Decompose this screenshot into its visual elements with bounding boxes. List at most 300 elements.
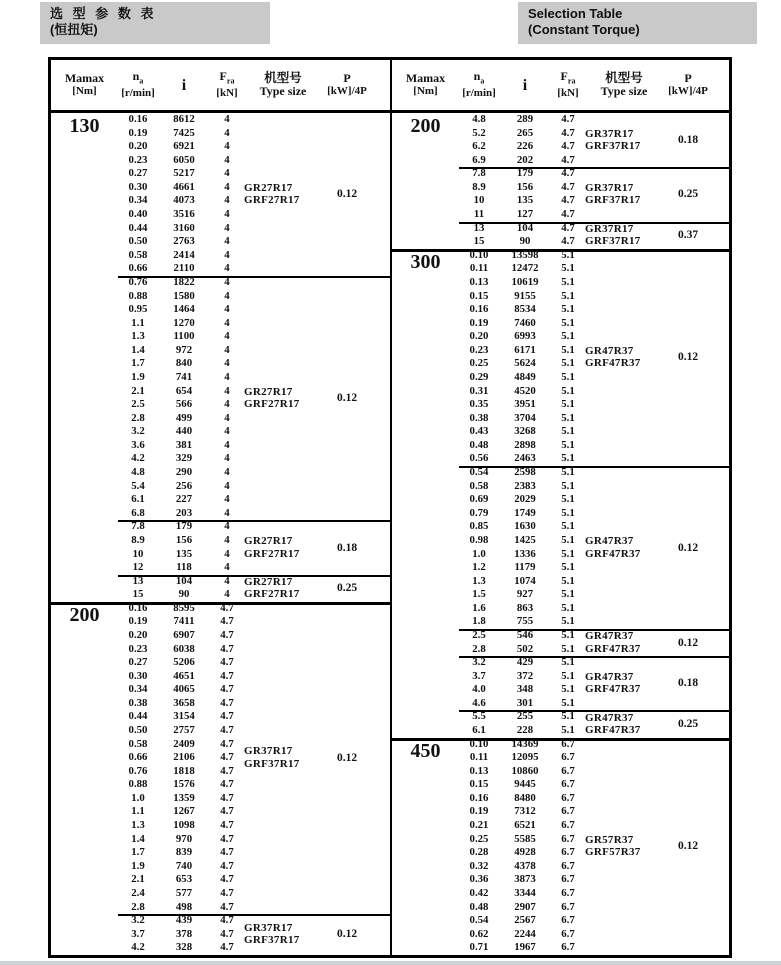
header-na-unit: [r/min] xyxy=(121,87,155,100)
fra-cell: 5.1 xyxy=(561,547,575,560)
page-title-cn: 选 型 参 数 表 xyxy=(50,6,157,21)
i-cell: 2029 xyxy=(514,493,536,506)
header-type-size-cn: 机型号 xyxy=(605,71,643,85)
na-cell: 0.62 xyxy=(469,927,489,940)
i-cell: 4065 xyxy=(173,683,195,696)
ratio-group xyxy=(459,249,729,466)
type-size-line: GRF27R17 xyxy=(244,588,300,601)
na-cell: 6.1 xyxy=(472,724,486,737)
i-cell: 7411 xyxy=(173,615,195,628)
type-size-line: GR47R37 xyxy=(585,535,634,547)
header-power xyxy=(663,72,713,98)
na-cell: 2.4 xyxy=(131,886,145,899)
na-cell: 0.69 xyxy=(469,493,489,506)
fra-cell: 4.7 xyxy=(561,235,575,248)
page-subtitle-en: (Constant Torque) xyxy=(528,22,640,37)
header-na-label: n xyxy=(132,68,140,83)
i-cell: 1580 xyxy=(173,289,195,302)
na-cell: 0.44 xyxy=(128,221,148,234)
fra-cell: 4.7 xyxy=(220,791,234,804)
i-cell: 3951 xyxy=(514,398,536,411)
fra-cell: 6.7 xyxy=(561,791,575,804)
na-cell: 1.3 xyxy=(131,330,145,343)
i-cell: 1425 xyxy=(514,533,536,546)
na-cell: 5.5 xyxy=(472,710,486,723)
i-cell: 179 xyxy=(175,520,193,533)
power-cell: 0.12 xyxy=(336,188,358,201)
i-cell: 498 xyxy=(175,900,193,913)
i-cell: 156 xyxy=(175,533,193,546)
na-cell: 0.56 xyxy=(469,452,489,465)
i-cell: 135 xyxy=(175,547,193,560)
fra-cell: 5.1 xyxy=(561,533,575,546)
table-body-left xyxy=(51,113,390,955)
type-size-cell xyxy=(585,710,663,737)
na-cell: 2.5 xyxy=(472,628,486,641)
fra-cell: 4.7 xyxy=(220,737,234,750)
type-size-line: GRF37R17 xyxy=(585,194,641,207)
type-size-cell xyxy=(585,249,663,466)
fra-cell: 4 xyxy=(224,126,230,139)
fra-cell: 5.1 xyxy=(561,438,575,451)
na-cell: 2.8 xyxy=(131,411,145,424)
fra-cell: 4 xyxy=(224,438,230,451)
i-cell: 1464 xyxy=(173,303,195,316)
na-cell: 0.42 xyxy=(469,886,489,899)
i-cell: 6038 xyxy=(173,642,195,655)
header-type-size xyxy=(585,72,663,98)
i-cell: 1098 xyxy=(173,819,195,832)
header-mamax xyxy=(51,72,118,98)
fra-cell: 4 xyxy=(224,221,230,234)
fra-cell: 4 xyxy=(224,248,230,261)
ratio-group xyxy=(459,113,729,167)
i-cell: 4849 xyxy=(514,370,536,383)
type-size-cell xyxy=(585,629,663,656)
type-size-line: GRF37R17 xyxy=(585,235,641,248)
fra-cell: 5.1 xyxy=(561,316,575,329)
i-cell: 6907 xyxy=(173,628,195,641)
fra-cell: 5.1 xyxy=(561,683,575,696)
na-cell: 0.20 xyxy=(128,140,148,153)
i-cell: 227 xyxy=(175,493,193,506)
i-cell: 255 xyxy=(516,710,534,723)
i-cell: 1336 xyxy=(514,547,536,560)
ratio-group xyxy=(459,222,729,249)
type-size-cell xyxy=(585,113,663,167)
power-cell: 0.12 xyxy=(336,928,358,941)
na-cell: 0.38 xyxy=(469,411,489,424)
header-power-label: P xyxy=(343,71,351,85)
na-cell: 6.8 xyxy=(131,506,145,519)
na-cell: 4.6 xyxy=(472,696,486,709)
fra-cell: 4.7 xyxy=(561,113,575,125)
type-size-line: GR37R17 xyxy=(585,222,634,235)
header-fra-label: F xyxy=(219,68,227,83)
na-cell: 1.0 xyxy=(131,791,145,804)
i-cell: 1179 xyxy=(514,561,536,574)
na-cell: 0.50 xyxy=(128,724,148,737)
na-cell: 8.9 xyxy=(131,533,145,546)
i-cell: 2898 xyxy=(514,438,536,451)
header-fra-subscript: ra xyxy=(226,76,235,86)
na-cell: 10 xyxy=(132,547,144,560)
na-cell: 0.27 xyxy=(128,656,148,669)
header-power-unit: [kW]/4P xyxy=(327,85,367,97)
na-cell: 0.50 xyxy=(128,235,148,248)
header-fra xyxy=(210,70,244,100)
fra-cell: 4.7 xyxy=(220,886,234,899)
na-cell: 1.3 xyxy=(131,819,145,832)
na-cell: 0.71 xyxy=(469,941,489,954)
i-cell: 12472 xyxy=(511,262,539,275)
i-cell: 2383 xyxy=(514,479,536,492)
fra-cell: 5.1 xyxy=(561,520,575,533)
type-size-line: GR47R37 xyxy=(585,344,634,357)
i-cell: 3154 xyxy=(173,710,195,723)
fra-cell: 4 xyxy=(224,357,230,370)
fra-cell: 4.7 xyxy=(220,656,234,669)
i-cell: 328 xyxy=(175,941,193,954)
type-size-line: GRF27R17 xyxy=(244,398,300,411)
type-size-line: GRF47R37 xyxy=(585,642,641,655)
na-cell: 0.11 xyxy=(469,262,489,275)
fra-cell: 4.7 xyxy=(220,764,234,777)
i-cell: 4520 xyxy=(514,384,536,397)
fra-cell: 4 xyxy=(224,316,230,329)
fra-cell: 4.7 xyxy=(220,914,234,927)
na-cell: 12 xyxy=(132,561,144,574)
fra-cell: 5.1 xyxy=(561,493,575,506)
type-size-cell xyxy=(244,520,322,574)
fra-cell: 4 xyxy=(224,167,230,180)
ratio-groups xyxy=(459,249,729,738)
fra-cell: 6.7 xyxy=(561,805,575,818)
fra-cell: 5.1 xyxy=(561,425,575,438)
na-cell: 0.13 xyxy=(469,764,489,777)
na-cell: 4.2 xyxy=(131,452,145,465)
na-cell: 1.9 xyxy=(131,370,145,383)
i-cell: 2409 xyxy=(173,737,195,750)
ratio-group xyxy=(459,710,729,737)
i-cell: 839 xyxy=(175,846,193,859)
header-mamax-unit: [Nm] xyxy=(413,85,438,97)
fra-cell: 6.7 xyxy=(561,778,575,791)
i-cell: 653 xyxy=(175,873,193,886)
na-cell: 0.20 xyxy=(128,628,148,641)
fra-cell: 6.7 xyxy=(561,900,575,913)
fra-cell: 5.1 xyxy=(561,289,575,302)
header-na xyxy=(118,70,158,100)
i-cell: 301 xyxy=(516,696,534,709)
fra-cell: 4 xyxy=(224,547,230,560)
power-cell: 0.18 xyxy=(677,134,699,147)
i-cell: 8595 xyxy=(173,601,195,614)
power-cell: 0.12 xyxy=(677,636,699,649)
na-cell: 8.9 xyxy=(472,180,486,193)
power-cell: 0.12 xyxy=(677,351,699,364)
i-cell: 440 xyxy=(175,425,193,438)
i-cell: 1818 xyxy=(173,764,195,777)
ratio-group xyxy=(118,520,390,574)
fra-cell: 4.7 xyxy=(220,832,234,845)
na-cell: 15 xyxy=(473,235,485,248)
i-cell: 135 xyxy=(516,194,534,207)
power-cell: 0.37 xyxy=(677,229,699,242)
i-cell: 10860 xyxy=(511,764,539,777)
fra-cell: 4 xyxy=(224,262,230,275)
fra-cell: 4.7 xyxy=(220,846,234,859)
type-size-line: GR37R17 xyxy=(244,921,293,934)
fra-cell: 4 xyxy=(224,479,230,492)
fra-cell: 5.1 xyxy=(561,452,575,465)
ratio-group xyxy=(459,656,729,710)
i-cell: 289 xyxy=(516,113,534,125)
fra-cell: 6.7 xyxy=(561,927,575,940)
fra-cell: 4 xyxy=(224,411,230,424)
title-box-english xyxy=(518,2,757,44)
ratio-group xyxy=(118,575,390,602)
header-fra-unit: [kN] xyxy=(557,87,579,100)
fra-cell: 4 xyxy=(224,275,230,288)
na-cell: 0.11 xyxy=(469,751,489,764)
type-size-line: GR47R37 xyxy=(585,630,634,643)
i-cell: 9155 xyxy=(514,289,536,302)
i-cell: 8612 xyxy=(173,113,195,125)
na-cell: 0.31 xyxy=(469,384,489,397)
type-size-line: GR57R37 xyxy=(585,833,634,846)
i-cell: 3658 xyxy=(173,696,195,709)
power-cell: 0.25 xyxy=(677,188,699,201)
na-cell: 13 xyxy=(132,574,144,587)
ratio-groups xyxy=(118,602,390,955)
type-size-cell xyxy=(244,914,322,955)
na-cell: 4.8 xyxy=(131,466,145,479)
fra-cell: 4.7 xyxy=(220,778,234,791)
na-cell: 1.1 xyxy=(131,316,145,329)
fra-cell: 5.1 xyxy=(561,466,575,479)
ratio-group xyxy=(459,738,729,955)
header-fra-subscript: ra xyxy=(567,76,576,86)
i-cell: 546 xyxy=(516,628,534,641)
mamax-section xyxy=(51,113,390,602)
na-cell: 0.66 xyxy=(128,262,148,275)
i-cell: 12095 xyxy=(511,751,539,764)
i-cell: 7312 xyxy=(514,805,536,818)
fra-cell: 4 xyxy=(224,113,230,125)
na-cell: 2.8 xyxy=(472,642,486,655)
na-cell: 4.2 xyxy=(131,941,145,954)
na-cell: 0.38 xyxy=(128,696,148,709)
i-cell: 7425 xyxy=(173,126,195,139)
ratio-groups xyxy=(118,113,390,602)
type-size-line: GRF47R37 xyxy=(585,547,641,560)
i-cell: 566 xyxy=(175,398,193,411)
i-cell: 329 xyxy=(175,452,193,465)
i-cell: 4378 xyxy=(514,859,536,872)
i-cell: 13598 xyxy=(511,248,539,261)
fra-cell: 5.1 xyxy=(561,506,575,519)
i-cell: 2598 xyxy=(514,466,536,479)
header-na xyxy=(459,70,499,100)
na-cell: 6.1 xyxy=(131,493,145,506)
i-cell: 4661 xyxy=(173,180,195,193)
i-cell: 118 xyxy=(176,561,192,574)
fra-cell: 5.1 xyxy=(561,330,575,343)
power-cell: 0.25 xyxy=(336,582,358,595)
i-cell: 6171 xyxy=(514,343,536,356)
fra-cell: 5.1 xyxy=(561,601,575,614)
na-cell: 0.10 xyxy=(469,737,489,750)
na-cell: 1.0 xyxy=(472,547,486,560)
i-cell: 2244 xyxy=(514,927,536,940)
na-cell: 1.3 xyxy=(472,574,486,587)
fra-cell: 4.7 xyxy=(220,819,234,832)
type-size-line: GRF47R37 xyxy=(585,357,641,370)
na-cell: 1.1 xyxy=(131,805,145,818)
na-cell: 0.16 xyxy=(469,791,489,804)
i-cell: 499 xyxy=(175,411,193,424)
na-cell: 2.1 xyxy=(131,873,145,886)
na-cell: 3.2 xyxy=(131,914,145,927)
na-cell: 4.8 xyxy=(472,113,486,125)
fra-cell: 5.1 xyxy=(561,262,575,275)
fra-cell: 4 xyxy=(224,208,230,221)
na-cell: 6.2 xyxy=(472,140,486,153)
i-cell: 2763 xyxy=(173,235,195,248)
na-cell: 7.8 xyxy=(472,167,486,180)
fra-cell: 4.7 xyxy=(220,683,234,696)
fra-cell: 6.7 xyxy=(561,846,575,859)
type-size-cell xyxy=(585,738,663,955)
type-size-line: GR37R17 xyxy=(585,181,634,194)
type-size-line: GR27R17 xyxy=(244,385,293,398)
i-cell: 2414 xyxy=(173,248,195,261)
fra-cell: 4 xyxy=(224,466,230,479)
fra-cell: 4 xyxy=(224,506,230,519)
i-cell: 8534 xyxy=(514,303,536,316)
i-cell: 5585 xyxy=(514,832,536,845)
na-cell: 1.7 xyxy=(131,357,145,370)
na-cell: 0.88 xyxy=(128,778,148,791)
i-cell: 3516 xyxy=(173,208,195,221)
i-cell: 381 xyxy=(175,438,193,451)
i-cell: 179 xyxy=(516,167,534,180)
type-size-line: GRF47R37 xyxy=(585,724,641,737)
selection-table xyxy=(48,57,732,958)
type-size-cell xyxy=(244,602,322,914)
na-cell: 0.23 xyxy=(128,642,148,655)
fra-cell: 4 xyxy=(224,425,230,438)
i-cell: 4073 xyxy=(173,194,195,207)
i-cell: 502 xyxy=(516,642,534,655)
fra-cell: 5.1 xyxy=(561,357,575,370)
na-cell: 3.6 xyxy=(131,438,145,451)
na-cell: 11 xyxy=(473,208,485,221)
fra-cell: 6.7 xyxy=(561,832,575,845)
fra-cell: 5.1 xyxy=(561,343,575,356)
i-cell: 577 xyxy=(175,886,193,899)
fra-cell: 4 xyxy=(224,330,230,343)
na-cell: 0.19 xyxy=(128,126,148,139)
i-cell: 740 xyxy=(175,859,193,872)
na-cell: 0.36 xyxy=(469,873,489,886)
na-cell: 0.27 xyxy=(128,167,148,180)
type-size-cell xyxy=(585,466,663,629)
i-cell: 348 xyxy=(516,683,534,696)
fra-cell: 4 xyxy=(224,289,230,302)
fra-cell: 4 xyxy=(224,370,230,383)
ratio-group xyxy=(459,167,729,221)
fra-cell: 5.1 xyxy=(561,642,575,655)
i-cell: 156 xyxy=(516,180,534,193)
i-cell: 2567 xyxy=(514,914,536,927)
i-cell: 1967 xyxy=(514,941,536,954)
fra-cell: 5.1 xyxy=(561,248,575,261)
i-cell: 840 xyxy=(175,357,193,370)
na-cell: 5.4 xyxy=(131,479,145,492)
na-cell: 0.19 xyxy=(469,805,489,818)
fra-cell: 6.7 xyxy=(561,859,575,872)
power-cell: 0.12 xyxy=(677,840,699,853)
fra-cell: 4 xyxy=(224,533,230,546)
fra-cell: 5.1 xyxy=(561,710,575,723)
fra-cell: 4 xyxy=(224,493,230,506)
i-cell: 972 xyxy=(175,343,193,356)
i-cell: 863 xyxy=(516,601,534,614)
header-type-size-en: Type size xyxy=(259,84,307,98)
fra-cell: 5.1 xyxy=(561,561,575,574)
na-cell: 0.40 xyxy=(128,208,148,221)
na-cell: 0.30 xyxy=(128,180,148,193)
na-cell: 0.15 xyxy=(469,289,489,302)
fra-cell: 6.7 xyxy=(561,764,575,777)
header-fra-unit: [kN] xyxy=(216,87,238,100)
type-size-cell xyxy=(585,656,663,710)
fra-cell: 4 xyxy=(224,588,230,601)
fra-cell: 4.7 xyxy=(561,208,575,221)
fra-cell: 5.1 xyxy=(561,656,575,669)
type-size-line: GRF37R17 xyxy=(585,140,641,153)
page-subtitle-cn: (恒扭矩) xyxy=(50,22,98,37)
type-size-line: GR37R17 xyxy=(585,127,634,140)
fra-cell: 5.1 xyxy=(561,479,575,492)
i-cell: 654 xyxy=(175,384,193,397)
fra-cell: 4.7 xyxy=(220,900,234,913)
table-body-right xyxy=(392,113,729,955)
na-cell: 0.48 xyxy=(469,900,489,913)
title-box-chinese xyxy=(40,2,270,44)
header-type-size-cn: 机型号 xyxy=(264,71,302,85)
mamax-section xyxy=(392,113,729,249)
header-ratio: i xyxy=(522,76,528,94)
i-cell: 970 xyxy=(175,832,193,845)
ratio-group xyxy=(459,466,729,629)
header-mamax xyxy=(392,72,459,98)
na-cell: 0.25 xyxy=(469,832,489,845)
power-cell: 0.12 xyxy=(336,392,358,405)
i-cell: 90 xyxy=(519,235,531,248)
na-cell: 0.54 xyxy=(469,914,489,927)
fra-cell: 6.7 xyxy=(561,941,575,954)
na-cell: 13 xyxy=(473,221,485,234)
na-cell: 0.35 xyxy=(469,398,489,411)
i-cell: 1630 xyxy=(514,520,536,533)
na-cell: 15 xyxy=(132,588,144,601)
fra-cell: 5.1 xyxy=(561,370,575,383)
fra-cell: 4 xyxy=(224,452,230,465)
fra-cell: 5.1 xyxy=(561,398,575,411)
